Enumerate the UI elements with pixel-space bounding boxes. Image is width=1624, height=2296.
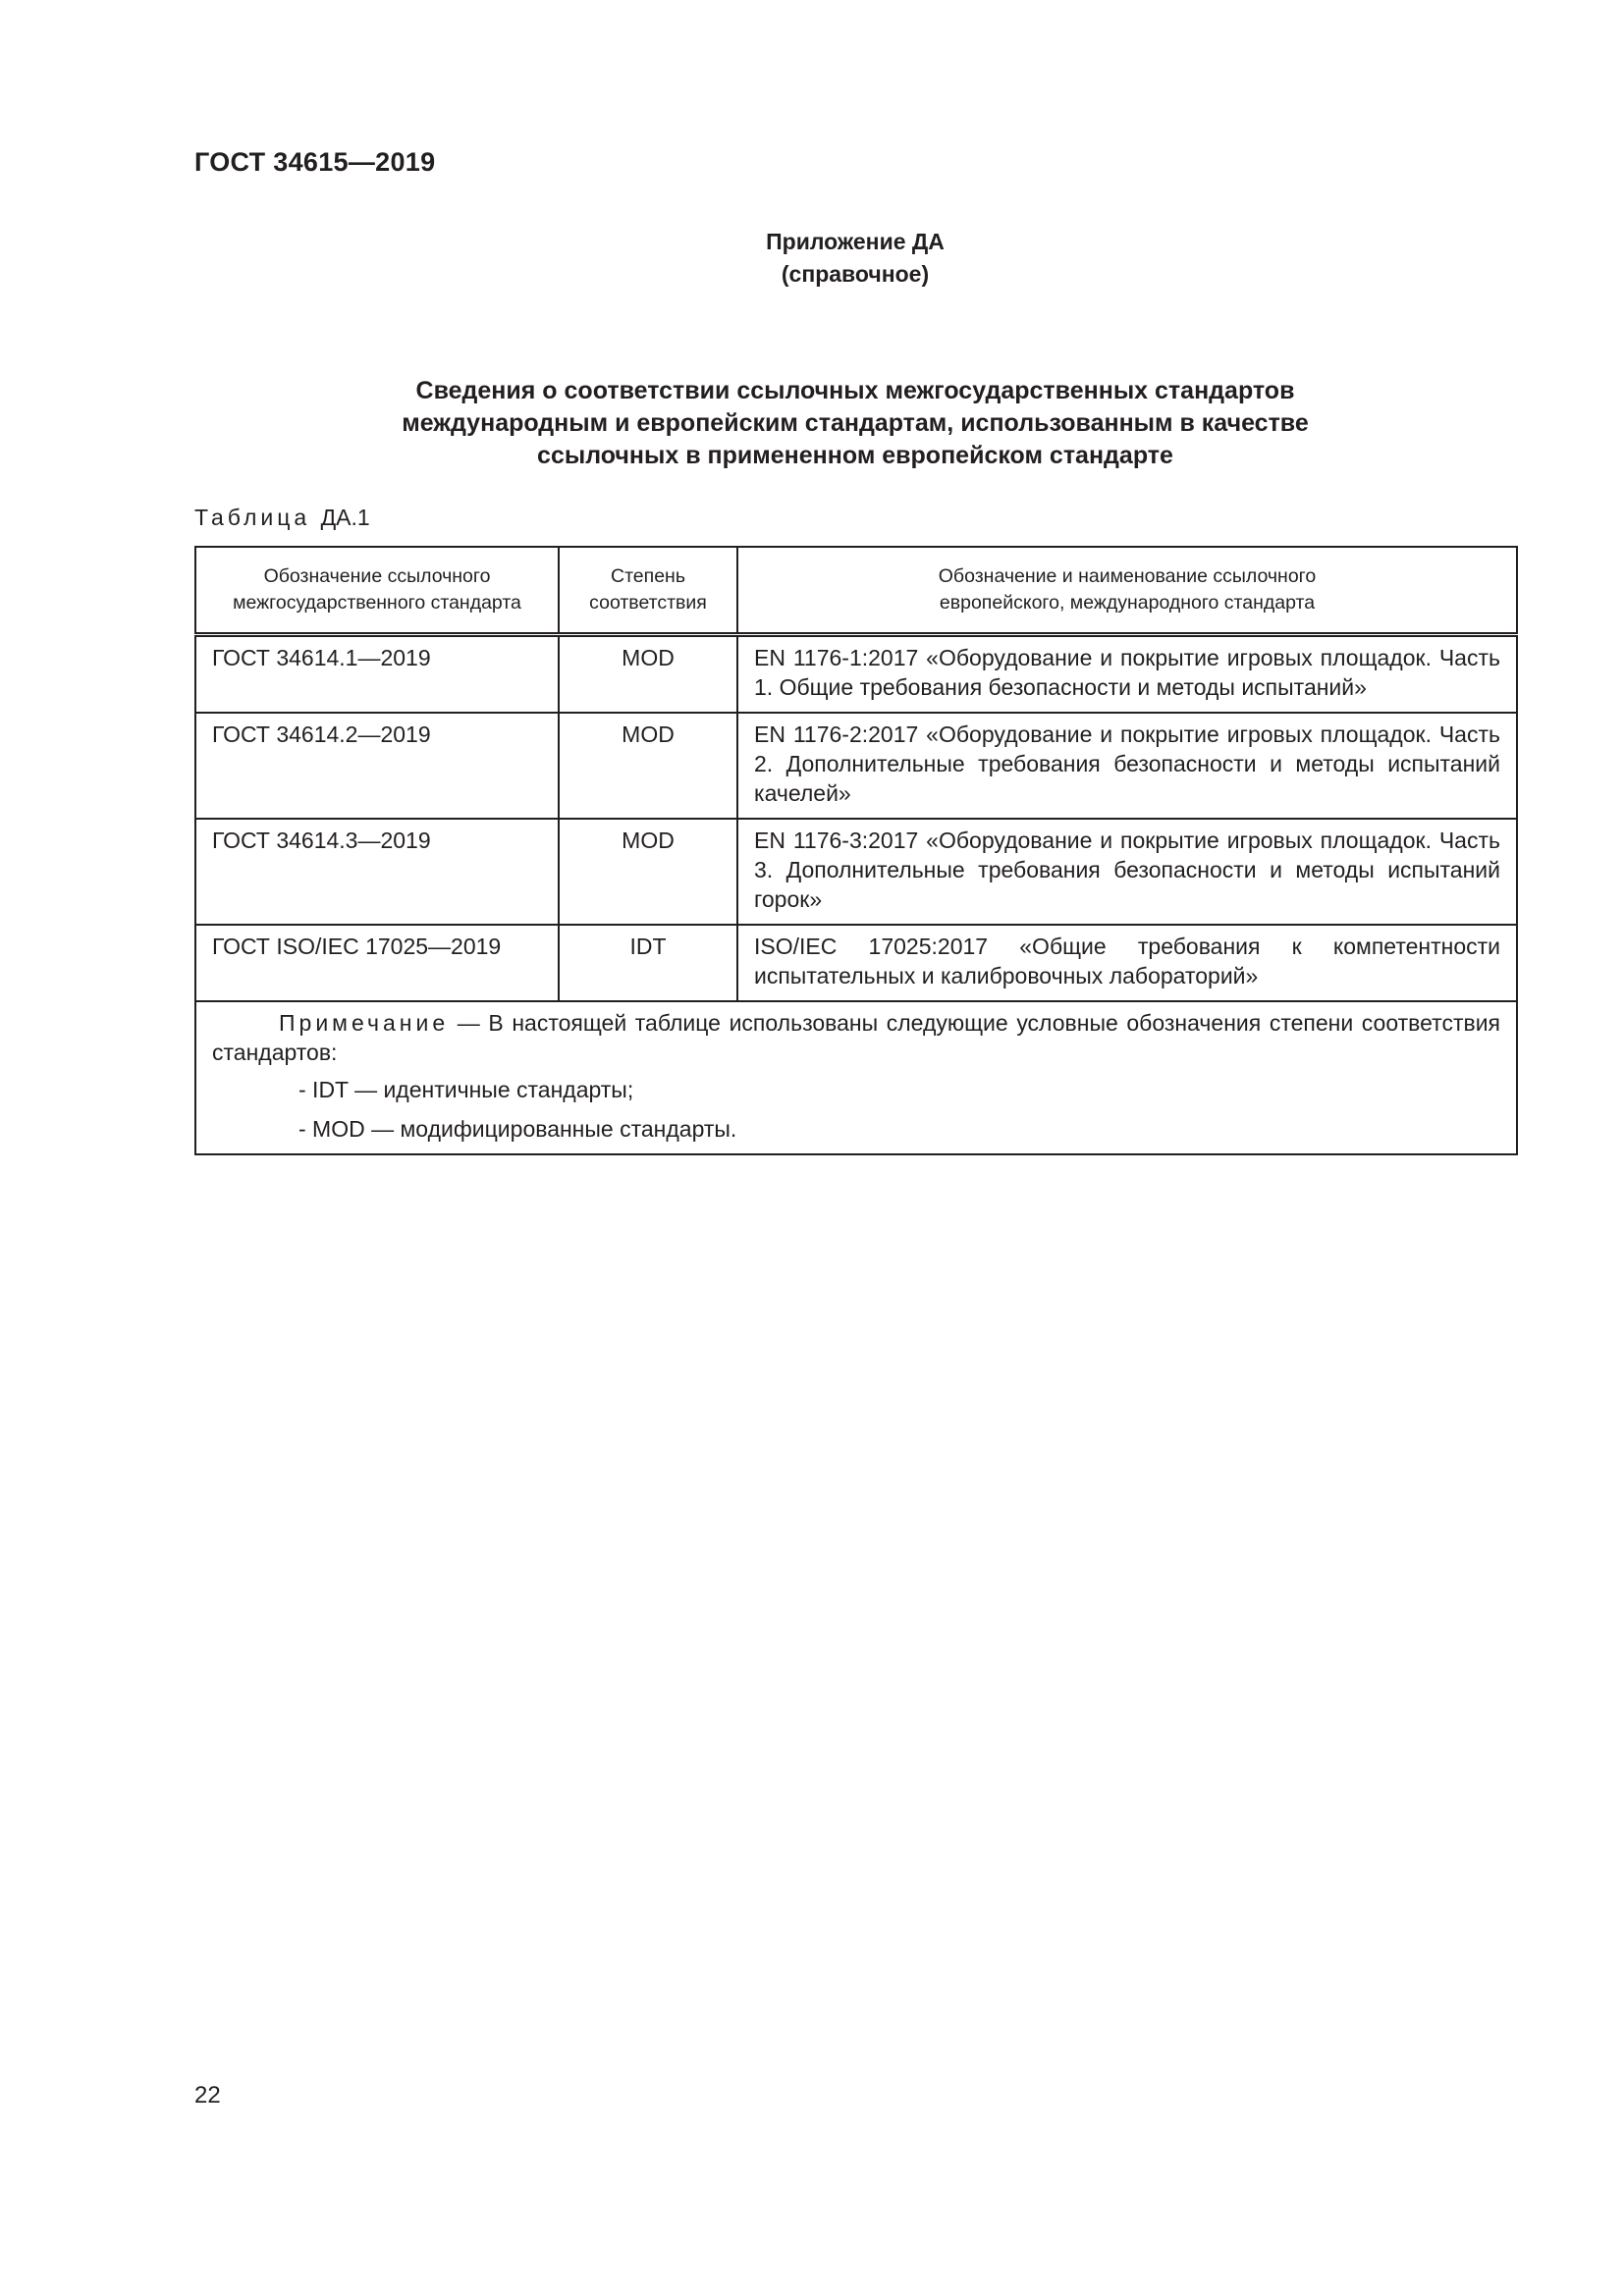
table-note-row <box>195 1001 1517 1154</box>
cell-reference: EN 1176-3:2017 «Оборудование и покрытие игровых площадок. Часть 3. Дополнительные требования безопасности и методы испытаний горок» <box>737 819 1517 925</box>
header-text: соответствия <box>589 592 707 614</box>
cell-reference: ISO/IEC 17025:2017 «Общие требования к компетентности испытательных и калибровочных лабораторий» <box>737 925 1517 1001</box>
cell-gost: ГОСТ 34614.2—2019 <box>195 713 559 819</box>
table-note <box>195 1001 1517 1154</box>
appendix-title: Приложение ДА <box>766 229 945 254</box>
header-text: европейского, международного стандарта <box>939 592 1316 614</box>
cell-reference: EN 1176-1:2017 «Оборудование и покрытие игровых площадок. Часть 1. Общие требования безопасности и методы испытаний» <box>737 635 1517 714</box>
cell-reference: EN 1176-2:2017 «Оборудование и покрытие игровых площадок. Часть 2. Дополнительные требования безопасности и методы испытаний качелей» <box>737 713 1517 819</box>
document-code: ГОСТ 34615—2019 <box>194 147 436 177</box>
table-row <box>195 819 1517 925</box>
correspondence-table <box>194 546 1518 1155</box>
table-caption-number: ДА.1 <box>320 505 370 530</box>
header-reference-standard <box>737 547 1517 635</box>
header-text: межгосударственного стандарта <box>233 592 521 614</box>
header-interstate-standard <box>195 547 559 635</box>
note-item: - MOD — модифицированные стандарты. <box>298 1116 737 1142</box>
header-degree <box>559 547 737 635</box>
page-number: 22 <box>194 2082 221 2109</box>
cell-gost: ГОСТ 34614.1—2019 <box>195 635 559 714</box>
header-text: Степень <box>611 565 685 587</box>
cell-gost: ГОСТ 34614.3—2019 <box>195 819 559 925</box>
section-title <box>194 375 1516 472</box>
section-title-line: ссылочных в примененном европейском стандарте <box>537 442 1173 469</box>
table-caption <box>194 505 370 531</box>
note-body: — В настоящей таблице использованы следующие условные обозначения степени соответствия стандартов: <box>212 1010 1500 1065</box>
cell-gost: ГОСТ ISO/IEC 17025—2019 <box>195 925 559 1001</box>
appendix-subtitle: (справочное) <box>781 261 930 287</box>
table-header-row <box>195 547 1517 635</box>
cell-degree: IDT <box>559 925 737 1001</box>
cell-degree: MOD <box>559 635 737 714</box>
table-caption-word: Таблица <box>194 505 311 530</box>
section-title-line: Сведения о соответствии ссылочных межгосударственных стандартов <box>415 377 1295 404</box>
note-item: - IDT — идентичные стандарты; <box>298 1077 634 1102</box>
note-label: Примечание <box>279 1010 450 1036</box>
section-title-line: международным и европейским стандартам, использованным в качестве <box>402 409 1309 437</box>
appendix-heading <box>194 226 1516 291</box>
header-text: Обозначение и наименование ссылочного <box>938 565 1317 587</box>
cell-degree: MOD <box>559 713 737 819</box>
table-row <box>195 713 1517 819</box>
cell-degree: MOD <box>559 819 737 925</box>
table-row <box>195 925 1517 1001</box>
header-text: Обозначение ссылочного <box>263 565 491 587</box>
table-row <box>195 635 1517 714</box>
note-text <box>212 1008 1500 1067</box>
